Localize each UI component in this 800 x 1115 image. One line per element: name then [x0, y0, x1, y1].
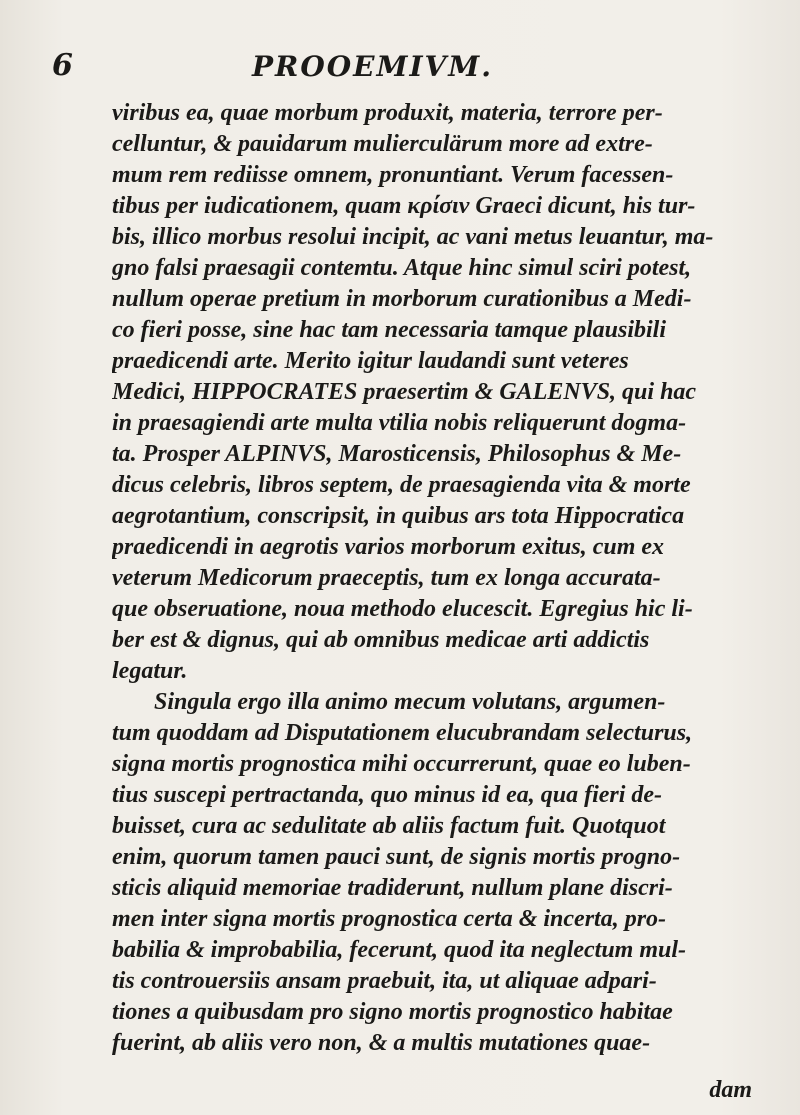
text-line: tibus per iudicationem, quam κρίσιν Graeci dicunt, his tur-	[112, 193, 696, 219]
text-line: celluntur, & pauidarum mulierculärum more ad extre-	[112, 131, 653, 157]
text-line: Medici, HIPPOCRATES praesertim & GALENVS, qui hac	[112, 379, 697, 405]
text-line: viribus ea, quae morbum produxit, materia, terrore per-	[112, 100, 663, 126]
text-line: men inter signa mortis prognostica certa & incerta, pro-	[112, 906, 667, 932]
text-line: tiones a quibusdam pro signo mortis prognostico habitae	[112, 999, 673, 1025]
text-line: nullum operae pretium in morborum curationibus a Medi-	[112, 286, 692, 312]
text-line: signa mortis prognostica mihi occurrerunt, quae eo luben-	[112, 751, 691, 777]
body-text	[112, 98, 752, 1059]
text-line: praedicendi in aegrotis varios morborum exitus, cum ex	[112, 534, 665, 560]
text-line: aegrotantium, conscripsit, in quibus ars tota Hippocratica	[112, 503, 685, 529]
running-head: PROOEMIVM.	[252, 50, 494, 83]
text-line: tius suscepi pertractanda, quo minus id ea, qua fieri de-	[112, 782, 663, 808]
text-line: tum quoddam ad Disputationem elucubrandam selecturus,	[112, 720, 693, 746]
text-line: babilia & improbabilia, fecerunt, quod ita neglectum mul-	[112, 937, 687, 963]
catchword: dam	[709, 1077, 752, 1103]
text-line: ber est & dignus, qui ab omnibus medicae arti addictis	[112, 627, 650, 653]
text-line: co fieri posse, sine hac tam necessaria tamque plausibili	[112, 317, 667, 343]
text-line: legatur.	[112, 658, 188, 684]
text-line: in praesagiendi arte multa vtilia nobis reliquerunt dogma-	[112, 410, 687, 436]
text-line: gno falsi praesagii contemtu. Atque hinc simul sciri potest,	[112, 255, 692, 281]
text-line: enim, quorum tamen pauci sunt, de signis mortis progno-	[112, 844, 681, 870]
text-line: praedicendi arte. Merito igitur laudandi sunt veteres	[112, 348, 629, 374]
text-line: ta. Prosper ALPINVS, Marosticensis, Philosophus & Me-	[112, 441, 682, 467]
text-line: fuerint, ab aliis vero non, & a multis mutationes quae-	[112, 1030, 651, 1056]
text-line: veterum Medicorum praeceptis, tum ex longa accurata-	[112, 565, 661, 591]
page-header	[0, 48, 800, 88]
text-line: mum rem rediisse omnem, pronuntiant. Verum facessen-	[112, 162, 674, 188]
page-number: 6	[52, 48, 73, 83]
text-line: sticis aliquid memoriae tradiderunt, nullum plane discri-	[112, 875, 673, 901]
text-line: que obseruatione, noua methodo elucescit. Egregius hic li-	[112, 596, 693, 622]
text-line: bis, illico morbus resolui incipit, ac vani metus leuantur, ma-	[112, 224, 714, 250]
text-line: tis controuersiis ansam praebuit, ita, ut aliquae adpari-	[112, 968, 657, 994]
text-line: buisset, cura ac sedulitate ab aliis factum fuit. Quotquot	[112, 813, 666, 839]
text-line: dicus celebris, libros septem, de praesagienda vita & morte	[112, 472, 691, 498]
text-line: Singula ergo illa animo mecum volutans, argumen-	[154, 689, 666, 715]
